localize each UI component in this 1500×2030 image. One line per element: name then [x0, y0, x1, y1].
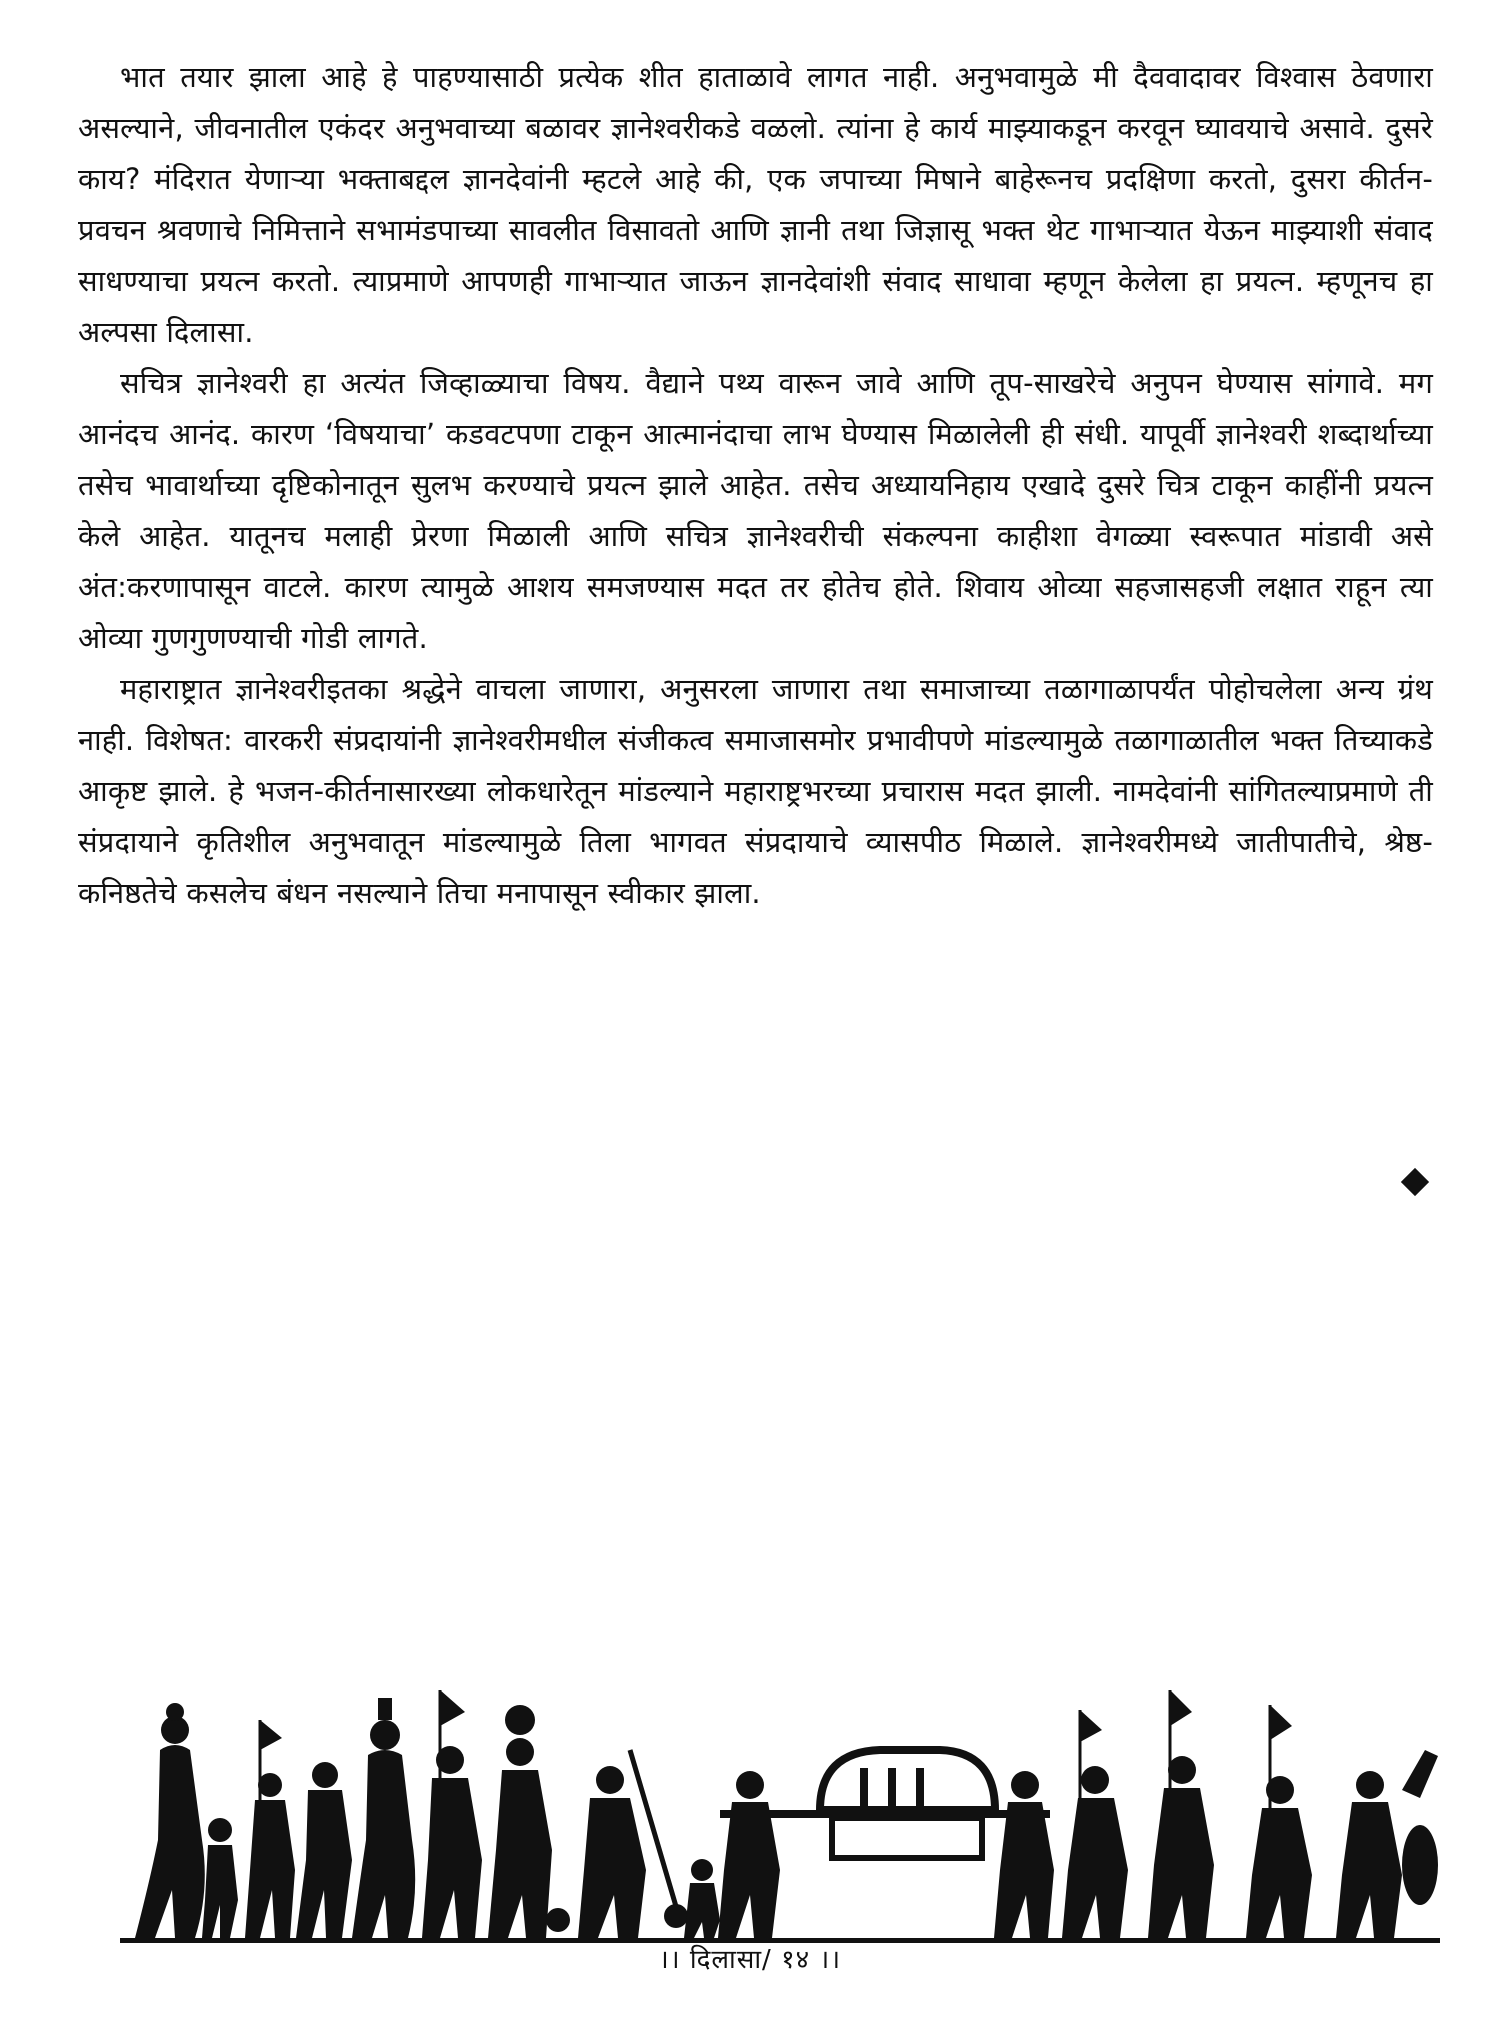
paragraph-2: सचित्र ज्ञानेश्वरी हा अत्यंत जिव्हाळ्याचा विषय. वैद्याने पथ्य वारून जावे आणि तूप-साखरेचे अनुपन घेण्यास सांगावे. मग आनंदच आनंद. कारण ‘विषयाचा’ कडवटपणा टाकून आत्मानंदाचा लाभ घेण्यास मिळालेली ही संधी. यापूर्वी ज्ञानेश्वरी शब्दार्थाच्या तसेच भावार्थाच्या दृष्टिकोनातून सुलभ करण्याचे प्रयत्न झाले आहेत. तसेच अध्यायनिहाय एखादे दुसरे चित्र टाकून काहींनी प्रयत्न केले आहेत. यातूनच मलाही प्रेरणा मिळाली आणि सचित्र ज्ञानेश्वरीची संकल्पना काहीशा वेगळ्या स्वरूपात मांडावी असे अंत:करणापासून वाटले. कारण त्यामुळे आशय समजण्यास मदत तर होतेच होते. शिवाय ओव्या सहजासहजी लक्षात राहून त्या ओव्या गुणगुणण्याची गोडी लागते. [78, 366, 1433, 655]
wari-procession-silhouette-icon [120, 1690, 1460, 1960]
wari-procession-illustration [120, 1690, 1460, 2030]
section-end-diamond-icon [1401, 1168, 1429, 1196]
page-body [78, 52, 1433, 919]
paragraph-3: महाराष्ट्रात ज्ञानेश्वरीइतका श्रद्धेने वाचला जाणारा, अनुसरला जाणारा तथा समाजाच्या तळागाळापर्यंत पोहोचलेला अन्य ग्रंथ नाही. विशेषत: वारकरी संप्रदायांनी ज्ञानेश्वरीमधील संजीकत्व समाजासमोर प्रभावीपणे मांडल्यामुळे तळागाळातील भक्त तिच्याकडे आकृष्ट झाले. हे भजन-कीर्तनासारख्या लोकधारेतून मांडल्याने महाराष्ट्रभरच्या प्रचारास मदत झाली. नामदेवांनी सांगितल्याप्रमाणे ती संप्रदायाने कृतिशील अनुभवातून मांडल्यामुळे तिला भागवत संप्रदायाचे व्यासपीठ मिळाले. ज्ञानेश्वरीमध्ये जातीपातीचे, श्रेष्ठ-कनिष्ठतेचे कसलेच बंधन नसल्याने तिचा मनापासून स्वीकार झाला. [78, 672, 1433, 910]
page-footer: ।। दिलासा/ १४ ।। [658, 1945, 842, 1975]
paragraph-1: भात तयार झाला आहे हे पाहण्यासाठी प्रत्येक शीत हाताळावे लागत नाही. अनुभवामुळे मी दैववादावर विश्वास ठेवणारा असल्याने, जीवनातील एकंदर अनुभवाच्या बळावर ज्ञानेश्वरीकडे वळलो. त्यांना हे कार्य माझ्याकडून करवून घ्यावयाचे असावे. दुसरे काय? मंदिरात येणाऱ्या भक्ताबद्दल ज्ञानदेवांनी म्हटले आहे की, एक जपाच्या मिषाने बाहेरूनच प्रदक्षिणा करतो, दुसरा कीर्तन-प्रवचन श्रवणाचे निमित्ताने सभामंडपाच्या सावलीत विसावतो आणि ज्ञानी तथा जिज्ञासू भक्त थेट गाभाऱ्यात येऊन माझ्याशी संवाद साधण्याचा प्रयत्न करतो. त्याप्रमाणे आपणही गाभाऱ्यात जाऊन ज्ञानदेवांशी संवाद साधावा म्हणून केलेला हा प्रयत्न. म्हणूनच हा अल्पसा दिलासा. [78, 60, 1434, 349]
